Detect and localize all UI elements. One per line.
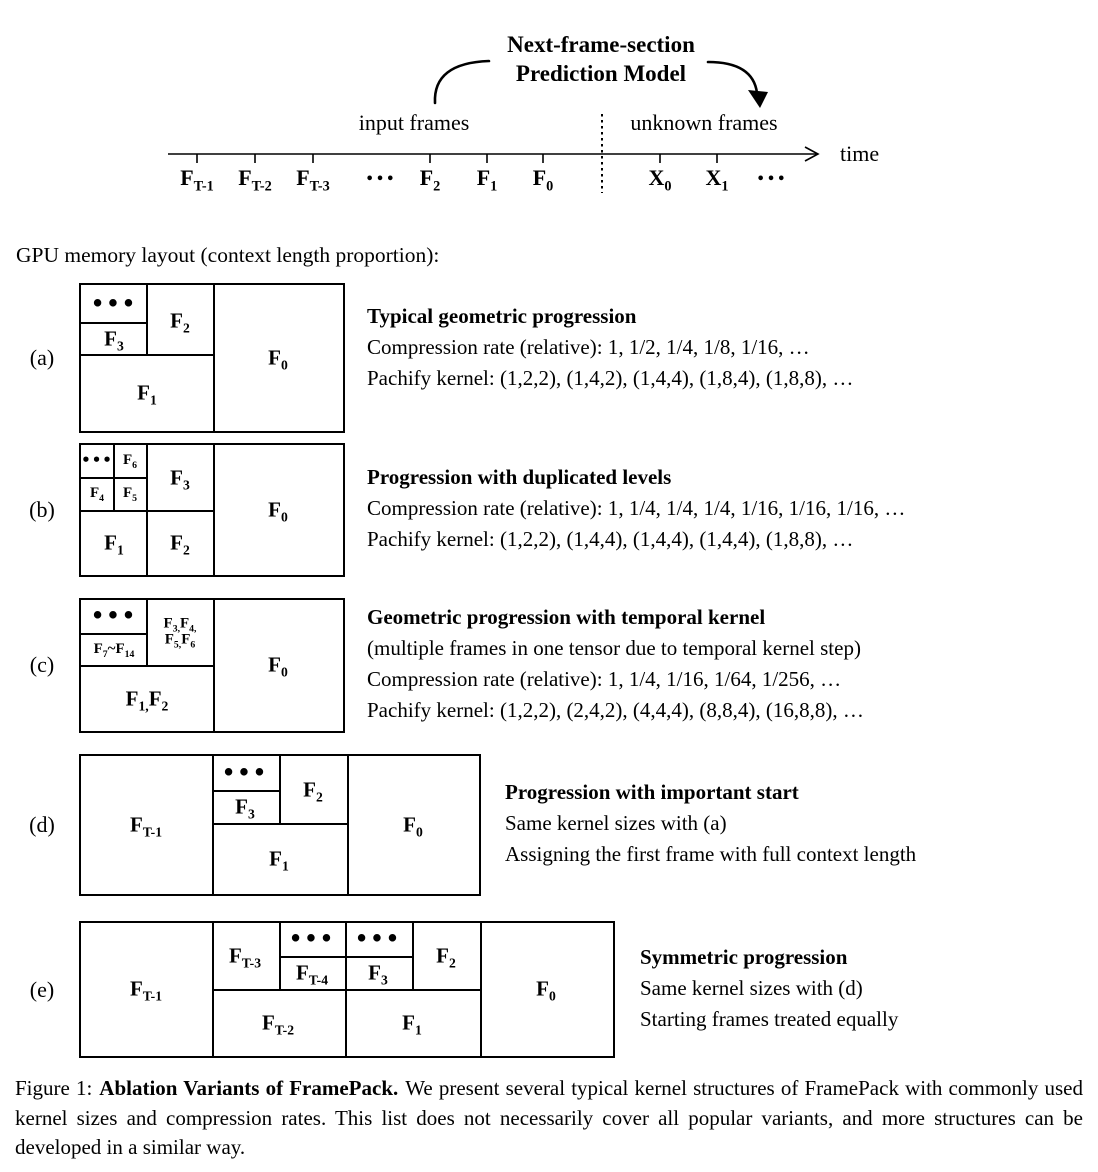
cell-ft-2: $F_{T-2}$ <box>261 1010 295 1038</box>
unknown-frames-label: unknown frames <box>630 110 778 135</box>
memory-box-c <box>79 598 345 733</box>
row-label-e: (e) <box>29 977 55 1002</box>
row-line: Compression rate (relative): 1, 1/4, 1/4, 1/4, 1/16, 1/16, 1/16, … <box>367 496 906 520</box>
cell-ft-1: $F_{T-1}$ <box>129 976 163 1004</box>
ellipsis-cell: ••• <box>354 926 402 951</box>
cell-f3: $F_3$ <box>368 960 388 988</box>
prediction-arrowhead-icon <box>748 90 768 108</box>
cell-f3-f6: $F_{3,}F_{4,}$ $F_{5,}F_6$ <box>163 615 197 651</box>
row-line: Pachify kernel: (1,2,2), (1,4,2), (1,4,4), (1,8,4), (1,8,8), … <box>367 366 854 390</box>
cell-f3: $F_3$ <box>170 465 190 493</box>
axis-label-ft3: $F_{T-3}$ <box>296 165 330 195</box>
cell-f3: $F_3$ <box>235 794 255 822</box>
memory-box-a <box>79 283 345 433</box>
row-line: Compression rate (relative): 1, 1/2, 1/4, 1/8, 1/16, … <box>367 335 810 359</box>
cell-f2: $F_2$ <box>436 943 456 971</box>
cell-f0: $F_0$ <box>536 976 556 1004</box>
caption-prefix: Figure 1: <box>15 1076 93 1100</box>
cell-f7-f14: $F_7\sim F_{14}$ <box>93 640 135 660</box>
row-title-a: Typical geometric progression <box>367 304 637 328</box>
cell-f2: $F_2$ <box>303 777 323 805</box>
cell-f2: $F_2$ <box>170 530 190 558</box>
cell-ft-4: $F_{T-4}$ <box>295 960 329 988</box>
cell-f2: $F_2$ <box>170 308 190 336</box>
row-line: Starting frames treated equally <box>640 1007 899 1031</box>
cell-f1: $F_1$ <box>104 530 124 558</box>
cell-ft-3: $F_{T-3}$ <box>228 943 262 971</box>
memory-box-d <box>79 754 481 896</box>
swoosh-arc-left <box>435 61 489 103</box>
memory-layout-heading: GPU memory layout (context length proportion): <box>16 243 440 267</box>
row-text-b <box>367 462 905 555</box>
row-title-c: Geometric progression with temporal kernel <box>367 605 766 629</box>
time-label: time <box>840 141 880 166</box>
model-title-line2: Prediction Model <box>515 61 687 86</box>
caption-body: We present several typical kernel structures of FramePack with commonly used kernel sizes and compression rates. This list does not necessarily cover all popular variants, and more structures can be developed in a similar way. <box>15 1076 1083 1159</box>
model-title-line1: Next-frame-section <box>507 32 695 57</box>
row-line: Same kernel sizes with (a) <box>505 811 727 835</box>
axis-label-ft1: $F_{T-1}$ <box>180 165 214 195</box>
row-line: Pachify kernel: (1,2,2), (2,4,2), (4,4,4), (8,8,4), (16,8,8), … <box>367 698 864 722</box>
axis-label-ft2: $F_{T-2}$ <box>238 165 272 195</box>
cell-ft-1: $F_{T-1}$ <box>129 812 163 840</box>
cell-f6: $F_6$ <box>122 451 138 471</box>
axis-ellipsis-left: ••• <box>365 172 397 187</box>
axis-label-f2: $F_2$ <box>419 165 441 195</box>
axis-label-x0: $X_0$ <box>648 165 672 195</box>
cell-f1: $F_1$ <box>402 1010 422 1038</box>
memory-box-b <box>79 443 345 577</box>
cell-f0: $F_0$ <box>268 345 288 373</box>
cell-f0: $F_0$ <box>268 497 288 525</box>
row-text-a <box>367 301 853 394</box>
row-title-b: Progression with duplicated levels <box>367 465 672 489</box>
row-text-e <box>640 942 898 1035</box>
cell-f5: $F_5$ <box>122 484 138 504</box>
row-label-b: (b) <box>29 497 55 522</box>
row-line: Same kernel sizes with (d) <box>640 976 863 1000</box>
row-text-d <box>505 777 916 870</box>
memory-box-e <box>79 921 615 1058</box>
prediction-arrow <box>708 62 757 93</box>
input-frames-label: input frames <box>358 110 470 135</box>
ellipsis-cell: ••• <box>288 926 336 951</box>
row-line: (multiple frames in one tensor due to temporal kernel step) <box>367 636 861 660</box>
axis-label-x1: $X_1$ <box>705 165 729 195</box>
row-title-d: Progression with important start <box>505 780 799 804</box>
row-label-c: (c) <box>29 652 55 677</box>
figure-caption <box>15 1074 1083 1163</box>
row-line: Compression rate (relative): 1, 1/4, 1/16, 1/64, 1/256, … <box>367 667 842 691</box>
row-text-c <box>367 602 864 726</box>
cell-f3: $F_3$ <box>104 326 124 354</box>
axis-label-f0: $F_0$ <box>532 165 554 195</box>
row-label-a: (a) <box>29 345 55 370</box>
ellipsis-cell: ••• <box>90 291 138 316</box>
cell-f4: $F_4$ <box>89 484 105 504</box>
row-line: Pachify kernel: (1,2,2), (1,4,4), (1,4,4), (1,4,4), (1,8,8), … <box>367 527 854 551</box>
ellipsis-cell: ••• <box>90 603 138 628</box>
caption-bold-title: Ablation Variants of FramePack. <box>99 1076 399 1100</box>
cell-f1: $F_1$ <box>269 846 289 874</box>
cell-f1: $F_1$ <box>137 380 157 408</box>
row-line: Assigning the first frame with full context length <box>505 842 917 866</box>
cell-f0: $F_0$ <box>268 652 288 680</box>
axis-label-f1: $F_1$ <box>476 165 498 195</box>
row-label-d: (d) <box>29 812 55 837</box>
axis-ellipsis-right: ••• <box>756 172 788 187</box>
cell-f1-f2: $F_{1,}F_2$ <box>125 686 169 714</box>
cell-f0: $F_0$ <box>403 812 423 840</box>
row-title-e: Symmetric progression <box>640 945 848 969</box>
ellipsis-cell: ••• <box>221 760 269 785</box>
ellipsis-cell: ••• <box>81 450 113 469</box>
